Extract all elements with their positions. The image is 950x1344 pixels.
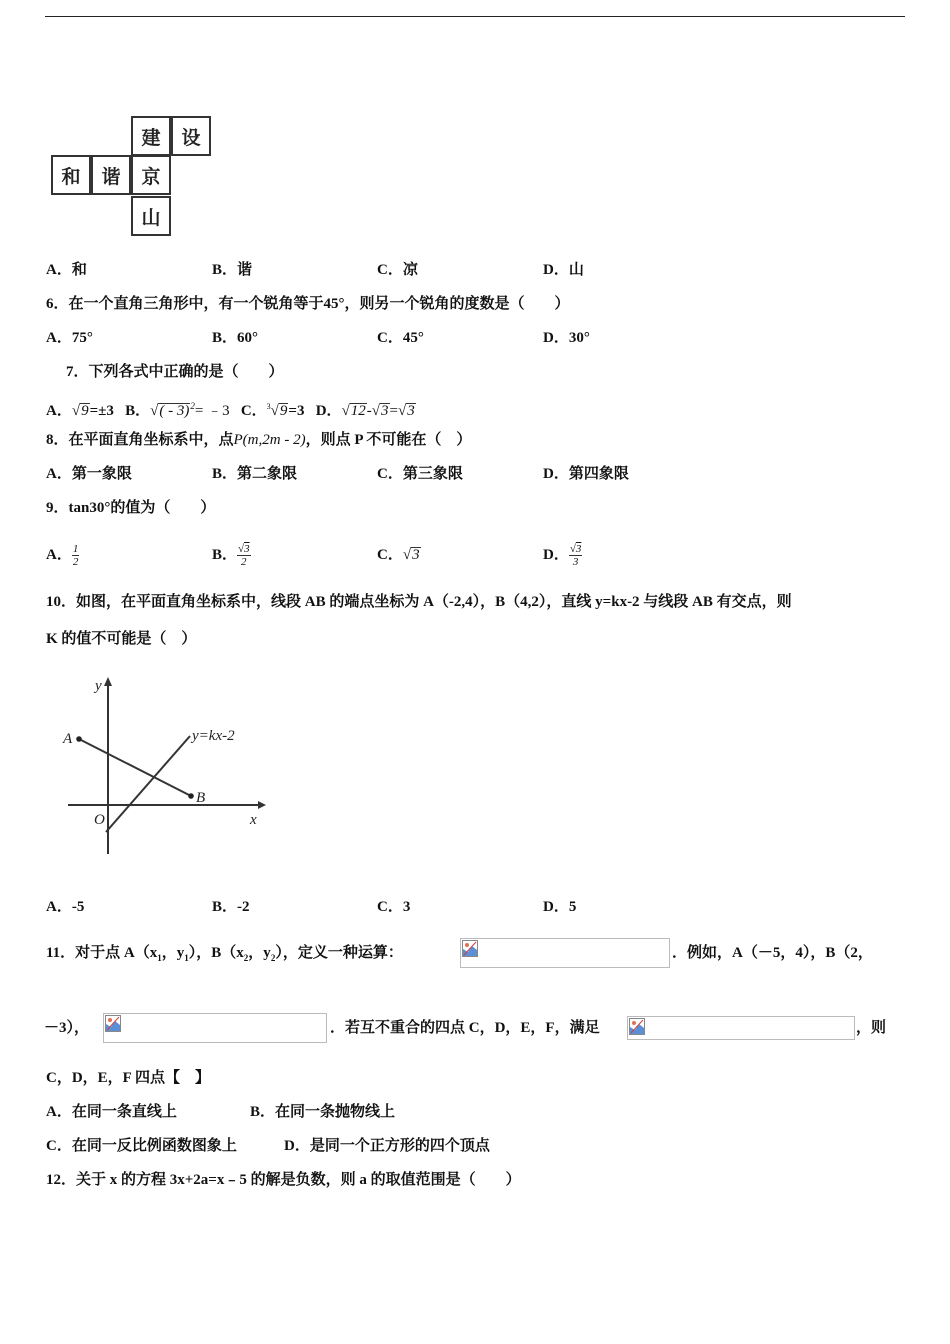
q9-b-fraction	[237, 543, 251, 568]
sqrt-icon: √	[402, 547, 412, 563]
q9-a-den: 2	[72, 556, 79, 569]
q10-option-b: B．-2	[212, 899, 250, 915]
sqrt-icon: √	[238, 543, 245, 556]
q11-sub-1: 1	[157, 953, 162, 963]
q5-option-b: B．谐	[212, 262, 253, 278]
q9-d-radicand: 3	[575, 543, 582, 556]
line-kx-minus-2	[106, 736, 190, 832]
sqrt-icon: √	[398, 403, 407, 419]
q11-line-3: C，D，E，F 四点【 】	[46, 1070, 211, 1086]
q10-stem-line-2: K 的值不可能是（ ）	[46, 631, 197, 647]
sqrt-icon: √	[569, 543, 576, 556]
q9-option-d	[543, 538, 582, 572]
q9-option-c	[377, 538, 421, 572]
segment-ab	[79, 739, 191, 796]
q6-stem: 6．在一个直角三角形中，有一个锐角等于45°，则另一个锐角的度数是（ ）	[46, 296, 570, 312]
q11-option-c: C．在同一反比例函数图象上	[46, 1138, 237, 1154]
q11-mid: ），B（x	[188, 945, 244, 961]
q7-option-c-label: C．	[240, 403, 267, 419]
q10-stem-line-1: 10．如图，在平面直角坐标系中，线段 AB 的端点坐标为 A（-2,4），B（4,2），直线 y=kx-2 与线段 AB 有交点，则	[46, 594, 792, 610]
q9-option-a	[46, 538, 79, 572]
top-rule	[45, 16, 905, 17]
formula-image-condition	[627, 1016, 855, 1040]
q11-line2-mid: ．若互不重合的四点 C，D，E，F，满足	[330, 1020, 600, 1036]
q11-sub-2: 1	[184, 953, 189, 963]
q7-d-minus: -	[366, 403, 372, 419]
q8-option-c: C．第三象限	[377, 466, 463, 482]
q10-option-d: D．5	[543, 899, 577, 915]
q11-line1-post: ），定义一种运算：	[275, 945, 403, 961]
q9-c-label: C．	[377, 547, 403, 563]
cell-xie: 谐	[91, 155, 131, 195]
q9-d-num	[569, 543, 583, 556]
sqrt-icon: √	[270, 403, 279, 419]
q7-c-rest: =3	[288, 403, 305, 419]
q6-option-d: D．30°	[543, 330, 590, 346]
broken-image-icon	[462, 940, 478, 957]
cell-he: 和	[51, 155, 91, 195]
q9-d-fraction	[569, 543, 583, 568]
q9-b-den: 2	[241, 556, 247, 569]
q8-stem-pre: 8．在平面直角坐标系中，点	[46, 432, 234, 448]
q9-c-radicand: 3	[412, 547, 420, 563]
cell-she: 设	[171, 116, 211, 156]
q11-option-a: A．在同一条直线上	[46, 1104, 177, 1120]
q6-option-b: B．60°	[212, 330, 259, 346]
q7-option-b-label: B．	[125, 403, 151, 419]
sqrt-icon: √	[71, 403, 81, 419]
q10-graph	[58, 672, 268, 857]
q7-b-radicand: ( - 3)	[159, 403, 190, 419]
q9-stem: 9．tan30°的值为（ ）	[46, 500, 216, 516]
q9-option-b	[212, 538, 251, 572]
q11-option-d: D．是同一个正方形的四个顶点	[284, 1138, 490, 1154]
q7-c-radicand: 9	[279, 403, 288, 419]
x-axis-label: x	[250, 812, 257, 828]
q11-comma-2: ，y	[248, 945, 271, 961]
q11-option-b: B．在同一条抛物线上	[250, 1104, 396, 1120]
q9-b-radicand: 3	[244, 543, 250, 556]
q9-a-num: 1	[72, 543, 79, 556]
q11-line2-pre: －3），	[44, 1020, 90, 1036]
q6-option-a: A．75°	[46, 330, 93, 346]
q7-option-d-label: D．	[315, 403, 342, 419]
q11-line1-pre: 11．对于点 A（x	[46, 945, 158, 961]
q7-a-rest: =±3	[89, 403, 114, 419]
line-equation-label: y=kx-2	[192, 728, 235, 744]
sqrt-icon: √	[371, 403, 381, 419]
q9-d-label: D．	[543, 547, 569, 563]
q5-option-c: C．凉	[377, 262, 418, 278]
q7-b-exponent: 2	[190, 401, 195, 411]
sqrt-icon: √	[341, 403, 350, 419]
broken-image-icon	[629, 1018, 645, 1035]
q8-option-b: B．第二象限	[212, 466, 298, 482]
q10-option-c: C．3	[377, 899, 411, 915]
q11-sub-3: 2	[243, 953, 249, 963]
cell-shan: 山	[131, 196, 171, 236]
q11-line1-tail: ．例如，A（－5，4），B（2，	[672, 945, 873, 961]
q8-option-d: D．第四象限	[543, 466, 629, 482]
q7-a-radicand: 9	[81, 403, 89, 419]
q7-d-radicand-3: 3	[407, 403, 415, 419]
point-b-label: B	[196, 790, 206, 806]
q7-d-equals: =	[389, 403, 398, 419]
q11-sub-4: 2	[270, 953, 276, 963]
q9-d-den: 3	[572, 556, 579, 569]
q9-b-label: B．	[212, 547, 238, 563]
q9-b-num	[237, 543, 251, 556]
broken-image-icon	[105, 1015, 121, 1032]
origin-label: O	[94, 812, 105, 828]
y-axis-arrow-icon	[104, 677, 112, 686]
q12-stem: 12．关于 x 的方程 3x+2a=x﹣5 的解是负数，则 a 的取值范围是（ ）	[46, 1172, 521, 1188]
point-a-label: A	[63, 731, 73, 747]
q5-option-a: A．和	[46, 262, 87, 278]
q11-line-1	[46, 943, 403, 968]
q7-d-radicand-1: 12	[350, 403, 366, 419]
q8-point: P(m,2m - 2)	[233, 432, 306, 448]
q8-stem-post: ，则点 P 不可能在（ ）	[305, 432, 472, 448]
q7-c-index: 3	[266, 402, 271, 411]
q8-option-a: A．第一象限	[46, 466, 132, 482]
cell-jing: 京	[131, 155, 171, 195]
q11-line2-post: ，则	[856, 1020, 887, 1036]
formula-image-example	[103, 1013, 327, 1043]
y-axis-label: y	[95, 678, 102, 694]
x-axis-arrow-icon	[258, 801, 266, 809]
q10-option-a: A．-5	[46, 899, 85, 915]
sqrt-icon: √	[150, 403, 159, 419]
q5-option-d: D．山	[543, 262, 584, 278]
q8-stem	[46, 430, 471, 450]
q7-d-radicand-2: 3	[381, 403, 389, 419]
q9-a-fraction	[72, 543, 80, 568]
point-a	[76, 736, 82, 742]
q6-option-c: C．45°	[377, 330, 424, 346]
q11-comma-1: ，y	[161, 945, 185, 961]
q9-a-label: A．	[46, 547, 72, 563]
q7-option-a-label: A．	[46, 403, 72, 419]
q7-options	[46, 396, 416, 421]
cell-jian: 建	[131, 116, 171, 156]
q7-b-rest: = ﹣3	[194, 403, 230, 419]
formula-image-definition	[460, 938, 670, 968]
q7-stem: 7．下列各式中正确的是（ ）	[66, 364, 284, 380]
point-b	[188, 793, 194, 799]
